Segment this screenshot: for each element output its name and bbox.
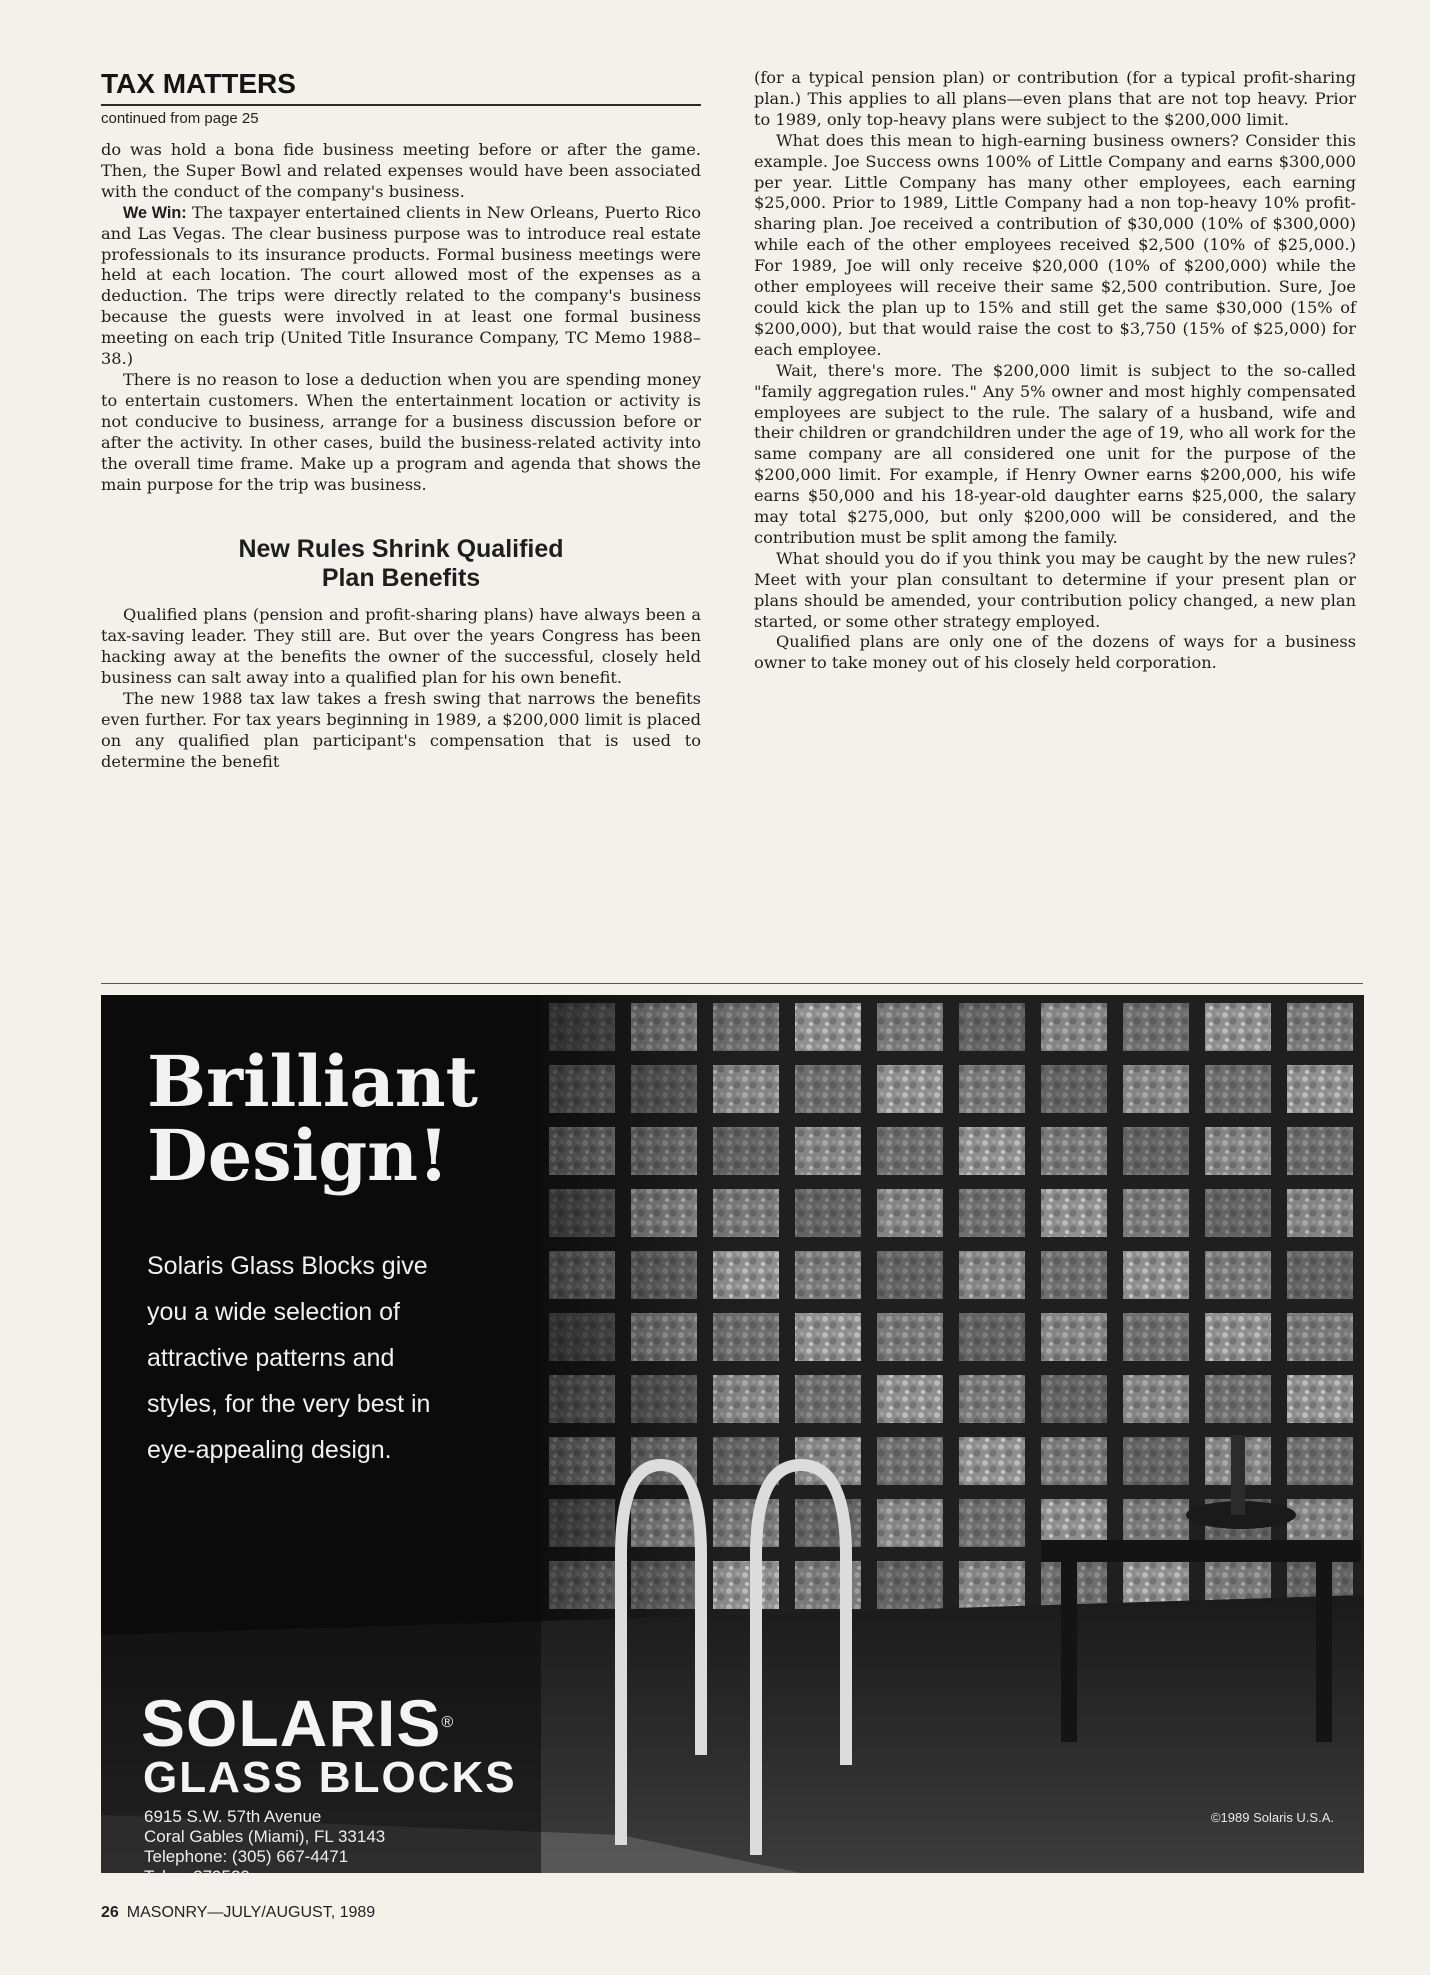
glass-block — [1287, 1375, 1353, 1423]
article-column-left — [101, 140, 701, 773]
divider — [101, 983, 1363, 984]
body-line: styles, for the very best in — [147, 1390, 431, 1418]
glass-block — [1287, 1065, 1353, 1113]
body-line: Solaris Glass Blocks give — [147, 1252, 428, 1280]
glass-block — [1287, 1499, 1353, 1547]
address-line: Coral Gables (Miami), FL 33143 — [144, 1827, 386, 1846]
glass-block — [1123, 1375, 1189, 1423]
glass-block — [795, 1251, 861, 1299]
page-footer — [101, 1904, 375, 1922]
glass-block — [1041, 1313, 1107, 1361]
paragraph: There is no reason to lose a deduction when you are spending money to entertain customers. When the entertainment location or activity is not conducive to business, arrange for a business discussion before or after the activity. In other cases, build the business-related activity into the overall time frame. Make up a program and agenda that shows the main purpose for the trip was business. — [101, 369, 701, 494]
glass-block — [1041, 1127, 1107, 1175]
glass-block — [1123, 1003, 1189, 1051]
glass-block — [1123, 1499, 1189, 1547]
section-title: TAX MATTERS — [101, 68, 701, 106]
glass-block — [1205, 1313, 1271, 1361]
glass-block — [1205, 1189, 1271, 1237]
glass-block — [1287, 1437, 1353, 1485]
glass-block — [1205, 1127, 1271, 1175]
glass-block — [1123, 1065, 1189, 1113]
subheading-line: Plan Benefits — [321, 564, 481, 593]
glass-block — [959, 1375, 1025, 1423]
glass-block — [877, 1437, 943, 1485]
glass-block — [795, 1003, 861, 1051]
glass-block — [795, 1189, 861, 1237]
glass-block — [877, 1499, 943, 1547]
glass-block — [1041, 1499, 1107, 1547]
paragraph: (for a typical pension plan) or contribution (for a typical profit-sharing plan.) This applies to all plans—even plans that are not top heavy. Prior to 1989, only top-heavy plans were subject to the $200,000 limit. — [754, 68, 1356, 129]
glass-block — [877, 1065, 943, 1113]
paragraph: Wait, there's more. The $200,000 limit is subject to the so-called "family aggregation rules." Any 5% owner and most highly compensated employees are subject to the rule. The salary of a husband, wife and their children or grandchildren under the age of 19, who all work for the same company are all considered one unit for the purpose of the $200,000 limit. For example, if Henry Owner earns $200,000, his wife earns $50,000 and his 18-year-old daughter earns $25,000, the salary may total $275,000, but only $200,000 will be considered, and the contribution must be split among the family. — [754, 360, 1356, 547]
glass-block — [795, 1065, 861, 1113]
glass-block — [1041, 1437, 1107, 1485]
telex: Telex: 279520 — [144, 1867, 250, 1886]
glass-block — [877, 1375, 943, 1423]
glass-block — [1123, 1313, 1189, 1361]
brand-logo — [141, 1686, 455, 1760]
body-line: attractive patterns and — [147, 1344, 395, 1372]
glass-block — [1287, 1127, 1353, 1175]
glass-block — [1205, 1375, 1271, 1423]
paragraph: Qualified plans are only one of the dozens of ways for a business owner to take money out of his closely held corporation. — [754, 632, 1356, 673]
paragraph: The new 1988 tax law takes a fresh swing that narrows the benefits even further. For tax years beginning in 1989, a $200,000 limit is placed on any qualified plan participant's compensation that is used to determine the benefit — [101, 689, 701, 771]
glass-block — [877, 1251, 943, 1299]
glass-block — [959, 1499, 1025, 1547]
glass-block — [1041, 1251, 1107, 1299]
paragraph: What should you do if you think you may be caught by the new rules? Meet with your plan consultant to determine if your present plan or plans should be amended, your contribution policy changed, a new plan started, or some other strategy employed. — [754, 548, 1356, 631]
lead-in: We Win: — [123, 203, 187, 222]
glass-block — [1041, 1065, 1107, 1113]
glass-block — [795, 1127, 861, 1175]
glass-block — [795, 1375, 861, 1423]
page-number: 26 — [101, 1904, 119, 1921]
subheading — [101, 535, 701, 593]
headline-line: Brilliant — [147, 1040, 478, 1123]
headline-line: Design! — [147, 1114, 449, 1197]
paragraph: Qualified plans (pension and profit-sharing plans) have always been a tax-saving leader. They still are. But over the years Congress has been hacking away at the benefits the owner of the successful, closely held business can salt away into a qualified plan for his own benefit. — [101, 605, 701, 688]
glass-block — [1041, 1189, 1107, 1237]
glass-block — [959, 1437, 1025, 1485]
copyright-notice: ©1989 Solaris U.S.A. — [1210, 1810, 1334, 1825]
ad-headline — [147, 1040, 478, 1197]
paragraph — [101, 203, 701, 370]
glass-block — [959, 1313, 1025, 1361]
glass-block — [959, 1561, 1025, 1609]
brand-subtitle: GLASS BLOCKS — [143, 1753, 517, 1802]
glass-block — [877, 1189, 943, 1237]
glass-block — [1205, 1251, 1271, 1299]
glass-block — [1123, 1127, 1189, 1175]
glass-block — [1041, 1375, 1107, 1423]
glass-block — [959, 1251, 1025, 1299]
publication-line: MASONRY—JULY/AUGUST, 1989 — [126, 1904, 376, 1921]
glass-block — [959, 1003, 1025, 1051]
glass-block — [1287, 1251, 1353, 1299]
continued-note: continued from page 25 — [101, 110, 259, 127]
glass-block — [877, 1313, 943, 1361]
glass-block — [959, 1127, 1025, 1175]
glass-block — [1123, 1437, 1189, 1485]
paragraph: What does this mean to high-earning business owners? Consider this example. Joe Success owns 100% of Little Company and earns $300,000 per year. Little Company has many other employees, each earning $25,000. Prior to 1989, Little Company had a non top-heavy 10% profit-sharing plan. Joe received a contribution of $30,000 (10% of $300,000) while each of the other employees received $2,500 (10% of $25,000.) For 1989, Joe will only receive $20,000 (10% of $200,000) while the other employees will receive their same $2,500 contribution. Sure, Joe could kick the plan up to 15% and still get the same $30,000 (15% of $200,000), but that would raise the cost to $3,750 (15% of $25,000) for each employee. — [754, 130, 1356, 359]
advertisement — [101, 995, 1364, 1886]
address-line: 6915 S.W. 57th Avenue — [144, 1807, 322, 1826]
registered-mark: ® — [441, 1714, 455, 1731]
brand-name: SOLARIS — [141, 1686, 442, 1760]
ad-body-copy — [147, 1243, 517, 1473]
glass-block — [1287, 1189, 1353, 1237]
glass-block — [877, 1127, 943, 1175]
glass-block — [877, 1561, 943, 1609]
phone: Telephone: (305) 667-4471 — [144, 1847, 349, 1866]
paragraph: do was hold a bona fide business meeting before or after the game. Then, the Super Bowl and related expenses would have been associated with the conduct of the company's business. — [101, 140, 701, 201]
article-column-right — [754, 68, 1356, 674]
glass-block — [1205, 1065, 1271, 1113]
glass-block — [1123, 1251, 1189, 1299]
glass-block — [959, 1065, 1025, 1113]
body-line: eye-appealing design. — [147, 1436, 392, 1464]
glass-block — [1123, 1189, 1189, 1237]
glass-block — [1287, 1313, 1353, 1361]
glass-block — [877, 1003, 943, 1051]
glass-block — [795, 1313, 861, 1361]
glass-block — [1041, 1003, 1107, 1051]
paragraph-body: The taxpayer entertained clients in New Orleans, Puerto Rico and Las Vegas. The clear business purpose was to introduce real estate professionals to its insurance products. Formal business meetings were held at each location. The court allowed most of the expenses as a deduction. The trips were directly related to the company's business because the guests were involved in at least one formal business meeting on each trip (United Title Insurance Company, TC Memo 1988–38.) — [101, 202, 701, 369]
body-line: you a wide selection of — [147, 1298, 400, 1326]
glass-block — [959, 1189, 1025, 1237]
contact-info — [144, 1807, 385, 1887]
glass-block — [1205, 1003, 1271, 1051]
glass-block — [1287, 1003, 1353, 1051]
subheading-line: New Rules Shrink Qualified — [238, 535, 564, 564]
